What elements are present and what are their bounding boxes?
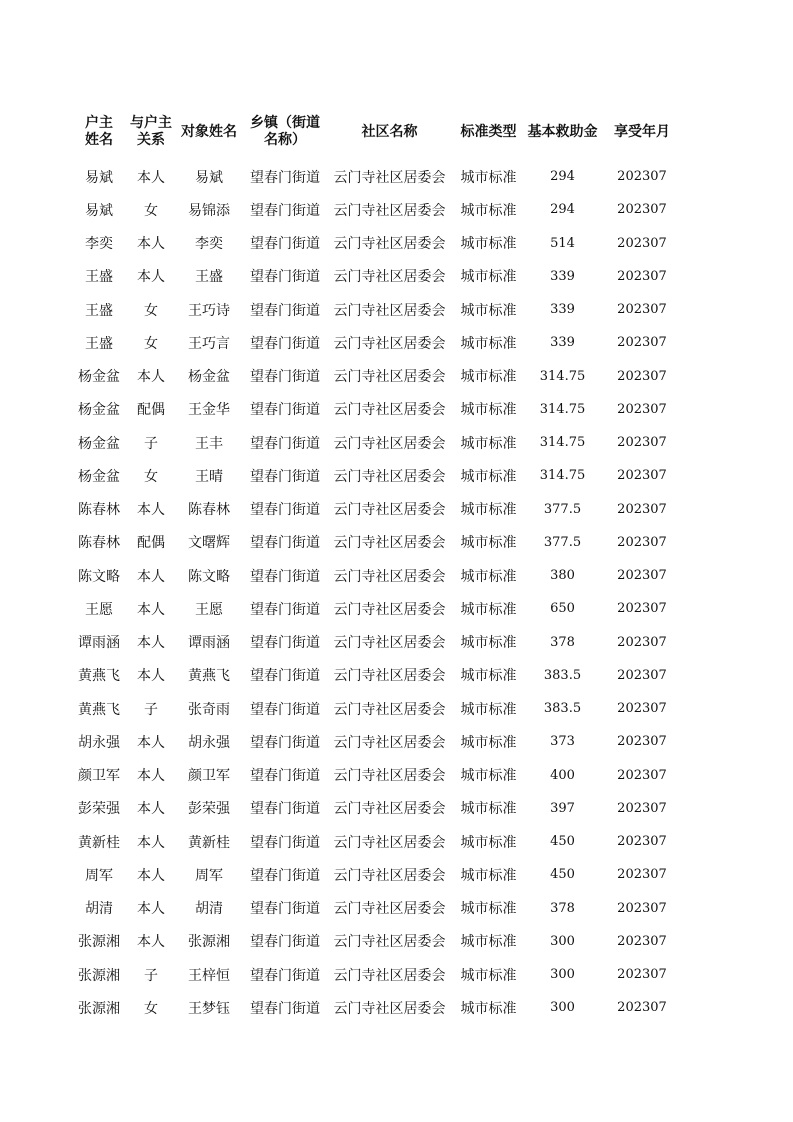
cell-relation: 女 [144, 335, 158, 352]
cell-community: 云门寺社区居委会 [333, 202, 446, 219]
cell-head-name: 杨金盆 [78, 369, 120, 386]
cell-head-name: 黄新桂 [78, 834, 120, 851]
cell-person-name: 易锦添 [188, 202, 230, 219]
cell-community: 云门寺社区居委会 [333, 734, 446, 751]
cell-person-name: 易斌 [195, 169, 223, 186]
cell-community: 云门寺社区居委会 [333, 402, 446, 419]
cell-standard: 城市标准 [460, 967, 517, 984]
cell-head-name: 陈文略 [78, 568, 120, 585]
table-row [70, 592, 683, 625]
cell-person-name: 王晴 [195, 468, 223, 485]
cell-relation: 配偶 [137, 535, 165, 552]
table-row [70, 958, 683, 991]
table-row [70, 759, 683, 792]
cell-township: 望春门街道 [250, 236, 320, 253]
cell-person-name: 王巧言 [188, 335, 230, 352]
cell-period: 202307 [617, 335, 667, 351]
cell-relation: 女 [144, 468, 158, 485]
cell-standard: 城市标准 [460, 435, 517, 452]
table-row [70, 892, 683, 925]
table-row [70, 326, 683, 359]
cell-relation: 本人 [137, 867, 165, 884]
cell-township: 望春门街道 [250, 435, 320, 452]
cell-community: 云门寺社区居委会 [333, 302, 446, 319]
cell-township: 望春门街道 [250, 568, 320, 585]
cell-head-name: 张源湘 [78, 967, 120, 984]
cell-community: 云门寺社区居委会 [333, 335, 446, 352]
header-township-line2: 名称） [264, 132, 306, 148]
cell-person-name: 彭荣强 [188, 801, 230, 818]
cell-relation: 子 [144, 701, 158, 718]
cell-standard: 城市标准 [460, 901, 517, 918]
cell-relation: 本人 [137, 169, 165, 186]
cell-period: 202307 [617, 634, 667, 650]
cell-amount: 380 [550, 568, 575, 584]
table-row [70, 227, 683, 260]
cell-amount: 377.5 [543, 534, 582, 550]
cell-period: 202307 [617, 967, 667, 983]
table-row [70, 659, 683, 692]
cell-amount: 378 [550, 900, 575, 916]
cell-community: 云门寺社区居委会 [333, 635, 446, 652]
cell-period: 202307 [617, 368, 667, 384]
header-township [244, 104, 326, 160]
cell-head-name: 黄燕飞 [78, 701, 120, 718]
cell-township: 望春门街道 [250, 834, 320, 851]
cell-township: 望春门街道 [250, 934, 320, 951]
cell-standard: 城市标准 [460, 934, 517, 951]
cell-standard: 城市标准 [460, 402, 517, 419]
cell-standard: 城市标准 [460, 236, 517, 253]
table-row [70, 626, 683, 659]
cell-head-name: 黄燕飞 [78, 668, 120, 685]
table-row [70, 991, 683, 1024]
cell-relation: 本人 [137, 635, 165, 652]
cell-township: 望春门街道 [250, 801, 320, 818]
cell-relation: 女 [144, 302, 158, 319]
cell-period: 202307 [617, 867, 667, 883]
cell-person-name: 王梦钰 [188, 1000, 230, 1017]
cell-amount: 339 [550, 268, 575, 284]
cell-period: 202307 [617, 468, 667, 484]
cell-community: 云门寺社区居委会 [333, 468, 446, 485]
cell-person-name: 张奇雨 [188, 701, 230, 718]
header-township-line1: 乡镇（街道 [250, 115, 320, 131]
cell-head-name: 杨金盆 [78, 468, 120, 485]
cell-community: 云门寺社区居委会 [333, 435, 446, 452]
cell-period: 202307 [617, 568, 667, 584]
cell-amount: 383.5 [543, 667, 582, 683]
cell-period: 202307 [617, 169, 667, 185]
cell-head-name: 张源湘 [78, 934, 120, 951]
table-row [70, 293, 683, 326]
table-row [70, 559, 683, 592]
cell-person-name: 李奕 [195, 236, 223, 253]
cell-community: 云门寺社区居委会 [333, 502, 446, 519]
cell-township: 望春门街道 [250, 635, 320, 652]
cell-period: 202307 [617, 601, 667, 617]
header-person-name: 对象姓名 [181, 123, 237, 140]
cell-standard: 城市标准 [460, 568, 517, 585]
cell-amount: 373 [550, 734, 575, 750]
cell-head-name: 周军 [85, 867, 113, 884]
cell-relation: 子 [144, 435, 158, 452]
cell-relation: 本人 [137, 269, 165, 286]
cell-community: 云门寺社区居委会 [333, 801, 446, 818]
cell-person-name: 胡永强 [188, 734, 230, 751]
cell-township: 望春门街道 [250, 302, 320, 319]
cell-person-name: 周军 [195, 867, 223, 884]
cell-period: 202307 [617, 435, 667, 451]
cell-amount: 377.5 [543, 501, 582, 517]
cell-person-name: 黄燕飞 [188, 668, 230, 685]
cell-period: 202307 [617, 235, 667, 251]
cell-period: 202307 [617, 767, 667, 783]
cell-standard: 城市标准 [460, 1000, 517, 1017]
cell-standard: 城市标准 [460, 169, 517, 186]
cell-head-name: 王愿 [85, 601, 113, 618]
cell-community: 云门寺社区居委会 [333, 236, 446, 253]
cell-community: 云门寺社区居委会 [333, 601, 446, 618]
cell-head-name: 谭雨涵 [78, 635, 120, 652]
relief-recipient-table [70, 104, 683, 1025]
cell-township: 望春门街道 [250, 901, 320, 918]
table-row [70, 160, 683, 193]
cell-amount: 450 [550, 867, 575, 883]
cell-relation: 本人 [137, 502, 165, 519]
table-row [70, 725, 683, 758]
cell-head-name: 杨金盆 [78, 435, 120, 452]
cell-standard: 城市标准 [460, 734, 517, 751]
cell-standard: 城市标准 [460, 867, 517, 884]
cell-relation: 本人 [137, 801, 165, 818]
table-row [70, 493, 683, 526]
cell-period: 202307 [617, 701, 667, 717]
table-body [70, 160, 683, 1025]
cell-community: 云门寺社区居委会 [333, 701, 446, 718]
cell-person-name: 谭雨涵 [188, 635, 230, 652]
cell-community: 云门寺社区居委会 [333, 834, 446, 851]
table-row [70, 193, 683, 226]
cell-township: 望春门街道 [250, 967, 320, 984]
cell-period: 202307 [617, 302, 667, 318]
cell-relation: 本人 [137, 236, 165, 253]
cell-person-name: 胡清 [195, 901, 223, 918]
table-row [70, 393, 683, 426]
cell-period: 202307 [617, 401, 667, 417]
cell-person-name: 王愿 [195, 601, 223, 618]
header-head-name [70, 104, 128, 160]
cell-township: 望春门街道 [250, 668, 320, 685]
cell-head-name: 陈春林 [78, 502, 120, 519]
cell-person-name: 王盛 [195, 269, 223, 286]
cell-person-name: 陈文略 [188, 568, 230, 585]
cell-head-name: 张源湘 [78, 1000, 120, 1017]
cell-head-name: 王盛 [85, 269, 113, 286]
cell-relation: 本人 [137, 568, 165, 585]
cell-township: 望春门街道 [250, 867, 320, 884]
cell-standard: 城市标准 [460, 834, 517, 851]
cell-head-name: 陈春林 [78, 535, 120, 552]
cell-person-name: 王金华 [188, 402, 230, 419]
cell-amount: 294 [550, 202, 575, 218]
header-relation-line1: 与户主 [130, 115, 172, 131]
cell-township: 望春门街道 [250, 202, 320, 219]
header-community: 社区名称 [361, 123, 418, 140]
table-row [70, 426, 683, 459]
header-relation [128, 104, 174, 160]
cell-head-name: 胡永强 [78, 734, 120, 751]
cell-standard: 城市标准 [460, 369, 517, 386]
cell-period: 202307 [617, 268, 667, 284]
cell-amount: 400 [550, 767, 575, 783]
cell-relation: 本人 [137, 834, 165, 851]
cell-standard: 城市标准 [460, 302, 517, 319]
cell-person-name: 王丰 [195, 435, 223, 452]
cell-amount: 514 [550, 235, 575, 251]
cell-person-name: 王巧诗 [188, 302, 230, 319]
cell-head-name: 颜卫军 [78, 768, 120, 785]
cell-township: 望春门街道 [250, 402, 320, 419]
cell-relation: 子 [144, 967, 158, 984]
cell-standard: 城市标准 [460, 269, 517, 286]
cell-relation: 本人 [137, 668, 165, 685]
cell-amount: 314.75 [539, 435, 586, 451]
cell-standard: 城市标准 [460, 801, 517, 818]
cell-head-name: 易斌 [85, 169, 113, 186]
cell-amount: 383.5 [543, 701, 582, 717]
cell-period: 202307 [617, 933, 667, 949]
cell-community: 云门寺社区居委会 [333, 867, 446, 884]
cell-period: 202307 [617, 501, 667, 517]
table-row [70, 360, 683, 393]
cell-person-name: 黄新桂 [188, 834, 230, 851]
cell-amount: 397 [550, 800, 575, 816]
header-amount: 基本救助金 [527, 123, 598, 140]
cell-period: 202307 [617, 800, 667, 816]
cell-person-name: 张源湘 [188, 934, 230, 951]
cell-community: 云门寺社区居委会 [333, 967, 446, 984]
cell-person-name: 文曙辉 [188, 535, 230, 552]
cell-community: 云门寺社区居委会 [333, 535, 446, 552]
table-row [70, 526, 683, 559]
cell-relation: 本人 [137, 934, 165, 951]
cell-township: 望春门街道 [250, 734, 320, 751]
cell-standard: 城市标准 [460, 601, 517, 618]
cell-township: 望春门街道 [250, 169, 320, 186]
cell-person-name: 杨金盆 [188, 369, 230, 386]
cell-amount: 314.75 [539, 368, 586, 384]
cell-standard: 城市标准 [460, 701, 517, 718]
cell-township: 望春门街道 [250, 701, 320, 718]
cell-amount: 314.75 [539, 401, 586, 417]
table-row [70, 692, 683, 725]
cell-township: 望春门街道 [250, 768, 320, 785]
table-row [70, 260, 683, 293]
cell-head-name: 胡清 [85, 901, 113, 918]
cell-community: 云门寺社区居委会 [333, 668, 446, 685]
cell-person-name: 陈春林 [188, 502, 230, 519]
header-period: 享受年月 [614, 123, 670, 140]
cell-head-name: 王盛 [85, 302, 113, 319]
header-row [70, 104, 683, 160]
cell-standard: 城市标准 [460, 768, 517, 785]
cell-community: 云门寺社区居委会 [333, 568, 446, 585]
cell-township: 望春门街道 [250, 1000, 320, 1017]
cell-amount: 650 [550, 601, 575, 617]
header-head-name-line1: 户主 [85, 115, 113, 131]
table-row [70, 825, 683, 858]
header-relation-line2: 关系 [137, 132, 165, 148]
cell-amount: 300 [550, 1000, 575, 1016]
cell-township: 望春门街道 [250, 369, 320, 386]
cell-standard: 城市标准 [460, 502, 517, 519]
cell-township: 望春门街道 [250, 335, 320, 352]
cell-person-name: 王梓恒 [188, 967, 230, 984]
cell-period: 202307 [617, 202, 667, 218]
cell-community: 云门寺社区居委会 [333, 901, 446, 918]
cell-township: 望春门街道 [250, 468, 320, 485]
cell-community: 云门寺社区居委会 [333, 934, 446, 951]
cell-standard: 城市标准 [460, 668, 517, 685]
cell-period: 202307 [617, 534, 667, 550]
cell-standard: 城市标准 [460, 335, 517, 352]
cell-community: 云门寺社区居委会 [333, 1000, 446, 1017]
cell-head-name: 彭荣强 [78, 801, 120, 818]
cell-period: 202307 [617, 1000, 667, 1016]
table-row [70, 858, 683, 891]
cell-amount: 339 [550, 335, 575, 351]
cell-head-name: 杨金盆 [78, 402, 120, 419]
cell-township: 望春门街道 [250, 502, 320, 519]
cell-standard: 城市标准 [460, 535, 517, 552]
cell-head-name: 易斌 [85, 202, 113, 219]
cell-person-name: 颜卫军 [188, 768, 230, 785]
header-standard: 标准类型 [460, 123, 517, 140]
cell-head-name: 李奕 [85, 236, 113, 253]
cell-relation: 女 [144, 1000, 158, 1017]
cell-relation: 本人 [137, 734, 165, 751]
cell-relation: 本人 [137, 601, 165, 618]
cell-amount: 294 [550, 169, 575, 185]
cell-amount: 314.75 [539, 468, 586, 484]
cell-period: 202307 [617, 834, 667, 850]
cell-amount: 339 [550, 302, 575, 318]
cell-head-name: 王盛 [85, 335, 113, 352]
cell-relation: 配偶 [137, 402, 165, 419]
cell-period: 202307 [617, 900, 667, 916]
cell-community: 云门寺社区居委会 [333, 768, 446, 785]
cell-standard: 城市标准 [460, 635, 517, 652]
cell-period: 202307 [617, 734, 667, 750]
cell-amount: 300 [550, 933, 575, 949]
cell-township: 望春门街道 [250, 535, 320, 552]
cell-relation: 本人 [137, 369, 165, 386]
cell-standard: 城市标准 [460, 468, 517, 485]
cell-relation: 本人 [137, 901, 165, 918]
cell-amount: 450 [550, 834, 575, 850]
cell-township: 望春门街道 [250, 269, 320, 286]
cell-amount: 300 [550, 967, 575, 983]
table-row [70, 792, 683, 825]
cell-amount: 378 [550, 634, 575, 650]
cell-community: 云门寺社区居委会 [333, 369, 446, 386]
table-header [70, 104, 683, 160]
cell-relation: 女 [144, 202, 158, 219]
cell-relation: 本人 [137, 768, 165, 785]
table-row [70, 925, 683, 958]
cell-standard: 城市标准 [460, 202, 517, 219]
cell-period: 202307 [617, 667, 667, 683]
cell-community: 云门寺社区居委会 [333, 169, 446, 186]
cell-township: 望春门街道 [250, 601, 320, 618]
table-row [70, 459, 683, 492]
cell-community: 云门寺社区居委会 [333, 269, 446, 286]
header-head-name-line2: 姓名 [85, 132, 113, 148]
